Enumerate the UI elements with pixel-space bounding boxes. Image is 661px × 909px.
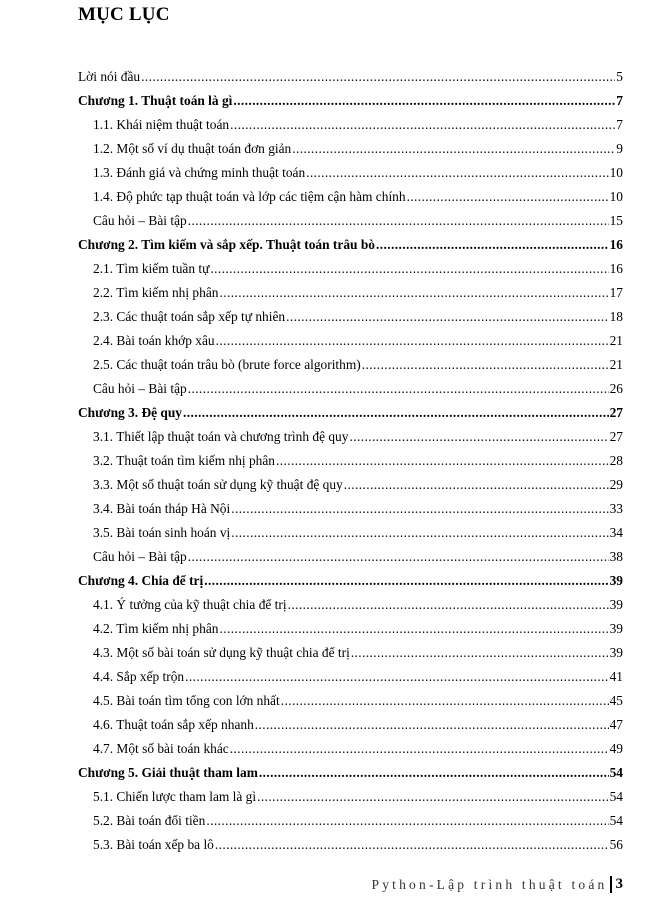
toc-entry-label: Câu hỏi – Bài tập xyxy=(93,213,187,228)
toc-dot-leader xyxy=(231,497,608,521)
toc-entry[interactable] xyxy=(78,137,623,161)
toc-entry-label: 1.3. Đánh giá và chứng minh thuật toán xyxy=(93,165,306,180)
toc-dot-leader xyxy=(185,665,608,689)
toc-entry[interactable] xyxy=(78,377,623,401)
toc-entry-label: 4.6. Thuật toán sắp xếp nhanh xyxy=(93,717,254,732)
toc-entry-label: 1.4. Độ phức tạp thuật toán và lớp các tiệm cận hàm chính xyxy=(93,189,406,204)
toc-entry-page-number: 16 xyxy=(609,261,623,276)
toc-dot-leader xyxy=(255,713,609,737)
toc-entry[interactable] xyxy=(78,113,623,137)
toc-entry-label: Câu hỏi – Bài tập xyxy=(93,381,187,396)
toc-entry-label: 4.4. Sắp xếp trộn xyxy=(93,669,185,684)
toc-title: MỤC LỤC xyxy=(78,4,170,25)
toc-dot-leader xyxy=(210,257,608,281)
toc-dot-leader xyxy=(233,89,615,113)
toc-entry-page-number: 39 xyxy=(609,597,623,612)
toc-entry-label: Câu hỏi – Bài tập xyxy=(93,549,187,564)
toc-entry[interactable] xyxy=(78,329,623,353)
toc-entry[interactable] xyxy=(78,617,623,641)
toc-entry-label: 2.2. Tìm kiếm nhị phân xyxy=(93,285,219,300)
toc-dot-leader xyxy=(286,305,609,329)
toc-dot-leader xyxy=(257,785,609,809)
toc-entry-page-number: 26 xyxy=(609,381,623,396)
toc-entry-page-number: 18 xyxy=(609,309,623,324)
footer-divider xyxy=(610,876,612,893)
toc-entry-label: 3.3. Một số thuật toán sử dụng kỹ thuật đệ quy xyxy=(93,477,343,492)
toc-entry-page-number: 7 xyxy=(616,93,623,108)
toc-entry-label: 2.1. Tìm kiếm tuần tự xyxy=(93,261,210,276)
toc-dot-leader xyxy=(276,449,609,473)
toc-dot-leader xyxy=(230,737,609,761)
toc-dot-leader xyxy=(188,377,609,401)
toc-chapter-entry[interactable] xyxy=(78,761,623,785)
toc-entry[interactable] xyxy=(78,809,623,833)
toc-dot-leader xyxy=(219,281,608,305)
toc-entry-page-number: 9 xyxy=(616,141,623,156)
toc-entry-page-number: 21 xyxy=(609,357,623,372)
toc-entry-label: Chương 4. Chia để trị xyxy=(78,573,204,588)
toc-entry-page-number: 27 xyxy=(609,405,623,420)
toc-entry[interactable] xyxy=(78,641,623,665)
toc-entry[interactable] xyxy=(78,785,623,809)
toc-dot-leader xyxy=(231,521,608,545)
toc-entry[interactable] xyxy=(78,209,623,233)
toc-entry-page-number: 38 xyxy=(609,549,623,564)
toc-entry-page-number: 21 xyxy=(609,333,623,348)
toc-entry-page-number: 39 xyxy=(609,621,623,636)
toc-dot-leader xyxy=(141,65,615,89)
toc-chapter-entry[interactable] xyxy=(78,233,623,257)
toc-entry-page-number: 54 xyxy=(609,765,623,780)
toc-entry-label: 3.5. Bài toán sinh hoán vị xyxy=(93,525,231,540)
toc-dot-leader xyxy=(351,641,609,665)
toc-entry[interactable] xyxy=(78,281,623,305)
toc-entry-page-number: 27 xyxy=(609,429,623,444)
toc-dot-leader xyxy=(188,209,609,233)
toc-entry-label: Chương 2. Tìm kiếm và sắp xếp. Thuật toán trâu bò xyxy=(78,237,375,252)
toc-entry[interactable] xyxy=(78,473,623,497)
toc-entry-label: 5.2. Bài toán đổi tiền xyxy=(93,813,206,828)
toc-entry-page-number: 49 xyxy=(609,741,623,756)
toc-entry-label: Lời nói đầu xyxy=(78,69,141,84)
toc-entry-page-number: 45 xyxy=(609,693,623,708)
toc-entry[interactable] xyxy=(78,737,623,761)
toc-entry[interactable] xyxy=(78,689,623,713)
toc-entry-page-number: 29 xyxy=(609,477,623,492)
toc-entry[interactable] xyxy=(78,833,623,857)
toc-dot-leader xyxy=(344,473,609,497)
toc-entry-page-number: 5 xyxy=(616,69,623,84)
toc-entry-label: Chương 1. Thuật toán là gì xyxy=(78,93,233,108)
toc-entry-page-number: 54 xyxy=(609,789,623,804)
toc-entry-page-number: 39 xyxy=(609,645,623,660)
toc-dot-leader xyxy=(230,113,615,137)
toc-entry[interactable] xyxy=(78,161,623,185)
toc-chapter-entry[interactable] xyxy=(78,569,623,593)
toc-entry-label: 5.1. Chiến lược tham lam là gì xyxy=(93,789,257,804)
toc-entry[interactable] xyxy=(78,257,623,281)
toc-entry-page-number: 10 xyxy=(609,189,623,204)
toc-chapter-entry[interactable] xyxy=(78,89,623,113)
toc-dot-leader xyxy=(349,425,608,449)
toc-dot-leader xyxy=(188,545,609,569)
toc-entry-label: 4.7. Một số bài toán khác xyxy=(93,741,229,756)
toc-entry-label: 5.3. Bài toán xếp ba lô xyxy=(93,837,214,852)
toc-entry-page-number: 16 xyxy=(609,237,623,252)
toc-entry-page-number: 17 xyxy=(609,285,623,300)
toc-dot-leader xyxy=(206,809,608,833)
footer-book-title: Python-Lập trình thuật toán xyxy=(371,876,608,892)
toc-entry-label: 1.2. Một số ví dụ thuật toán đơn giản xyxy=(93,141,292,156)
toc-entry-label: 3.1. Thiết lập thuật toán và chương trình đệ quy xyxy=(93,429,349,444)
toc-entry-page-number: 34 xyxy=(609,525,623,540)
toc-entry[interactable] xyxy=(78,713,623,737)
toc-entry-label: 4.2. Tìm kiếm nhị phân xyxy=(93,621,219,636)
toc-entry-page-number: 54 xyxy=(609,813,623,828)
toc-dot-leader xyxy=(204,569,608,593)
toc-entry[interactable] xyxy=(78,521,623,545)
toc-dot-leader xyxy=(376,233,609,257)
toc-entry[interactable] xyxy=(78,425,623,449)
toc-entry-page-number: 28 xyxy=(609,453,623,468)
toc-dot-leader xyxy=(288,593,609,617)
toc-entry-label: 3.4. Bài toán tháp Hà Nội xyxy=(93,501,231,516)
toc-entry-label: Chương 3. Đệ quy xyxy=(78,405,182,420)
toc-dot-leader xyxy=(183,401,609,425)
page-footer xyxy=(371,876,623,893)
toc-entry-label: 4.3. Một số bài toán sử dụng kỹ thuật chia để trị xyxy=(93,645,350,660)
toc-dot-leader xyxy=(306,161,608,185)
toc-entry-page-number: 41 xyxy=(609,669,623,684)
toc-dot-leader xyxy=(259,761,609,785)
toc-entry[interactable] xyxy=(78,593,623,617)
footer-page-number: 3 xyxy=(615,876,623,892)
toc-entry-label: 4.5. Bài toán tìm tổng con lớn nhất xyxy=(93,693,280,708)
toc-chapter-entry[interactable] xyxy=(78,401,623,425)
toc-entry[interactable] xyxy=(78,665,623,689)
toc-entry-page-number: 39 xyxy=(609,573,623,588)
toc-entry-label: Chương 5. Giải thuật tham lam xyxy=(78,765,258,780)
toc-entry[interactable] xyxy=(78,185,623,209)
toc-entry-label: 3.2. Thuật toán tìm kiếm nhị phân xyxy=(93,453,275,468)
toc-entry-page-number: 56 xyxy=(609,837,623,852)
toc-dot-leader xyxy=(362,353,609,377)
toc-entry[interactable] xyxy=(78,305,623,329)
table-of-contents xyxy=(78,65,623,857)
toc-dot-leader xyxy=(281,689,609,713)
toc-dot-leader xyxy=(216,329,609,353)
toc-entry-page-number: 47 xyxy=(609,717,623,732)
toc-entry-page-number: 7 xyxy=(616,117,623,132)
toc-dot-leader xyxy=(219,617,608,641)
toc-entry-page-number: 33 xyxy=(609,501,623,516)
toc-entry[interactable] xyxy=(78,449,623,473)
toc-entry[interactable] xyxy=(78,65,623,89)
toc-entry[interactable] xyxy=(78,353,623,377)
toc-dot-leader xyxy=(407,185,609,209)
toc-entry-page-number: 10 xyxy=(609,165,623,180)
toc-entry[interactable] xyxy=(78,545,623,569)
toc-entry-page-number: 15 xyxy=(609,213,623,228)
toc-dot-leader xyxy=(292,137,615,161)
toc-entry-label: 1.1. Khái niệm thuật toán xyxy=(93,117,230,132)
toc-entry-label: 2.5. Các thuật toán trâu bò (brute force algorithm) xyxy=(93,357,361,372)
toc-entry-label: 4.1. Ý tưởng của kỹ thuật chia để trị xyxy=(93,597,287,612)
toc-entry[interactable] xyxy=(78,497,623,521)
toc-entry-label: 2.3. Các thuật toán sắp xếp tự nhiên xyxy=(93,309,286,324)
toc-entry-label: 2.4. Bài toán khớp xâu xyxy=(93,333,215,348)
toc-dot-leader xyxy=(215,833,609,857)
